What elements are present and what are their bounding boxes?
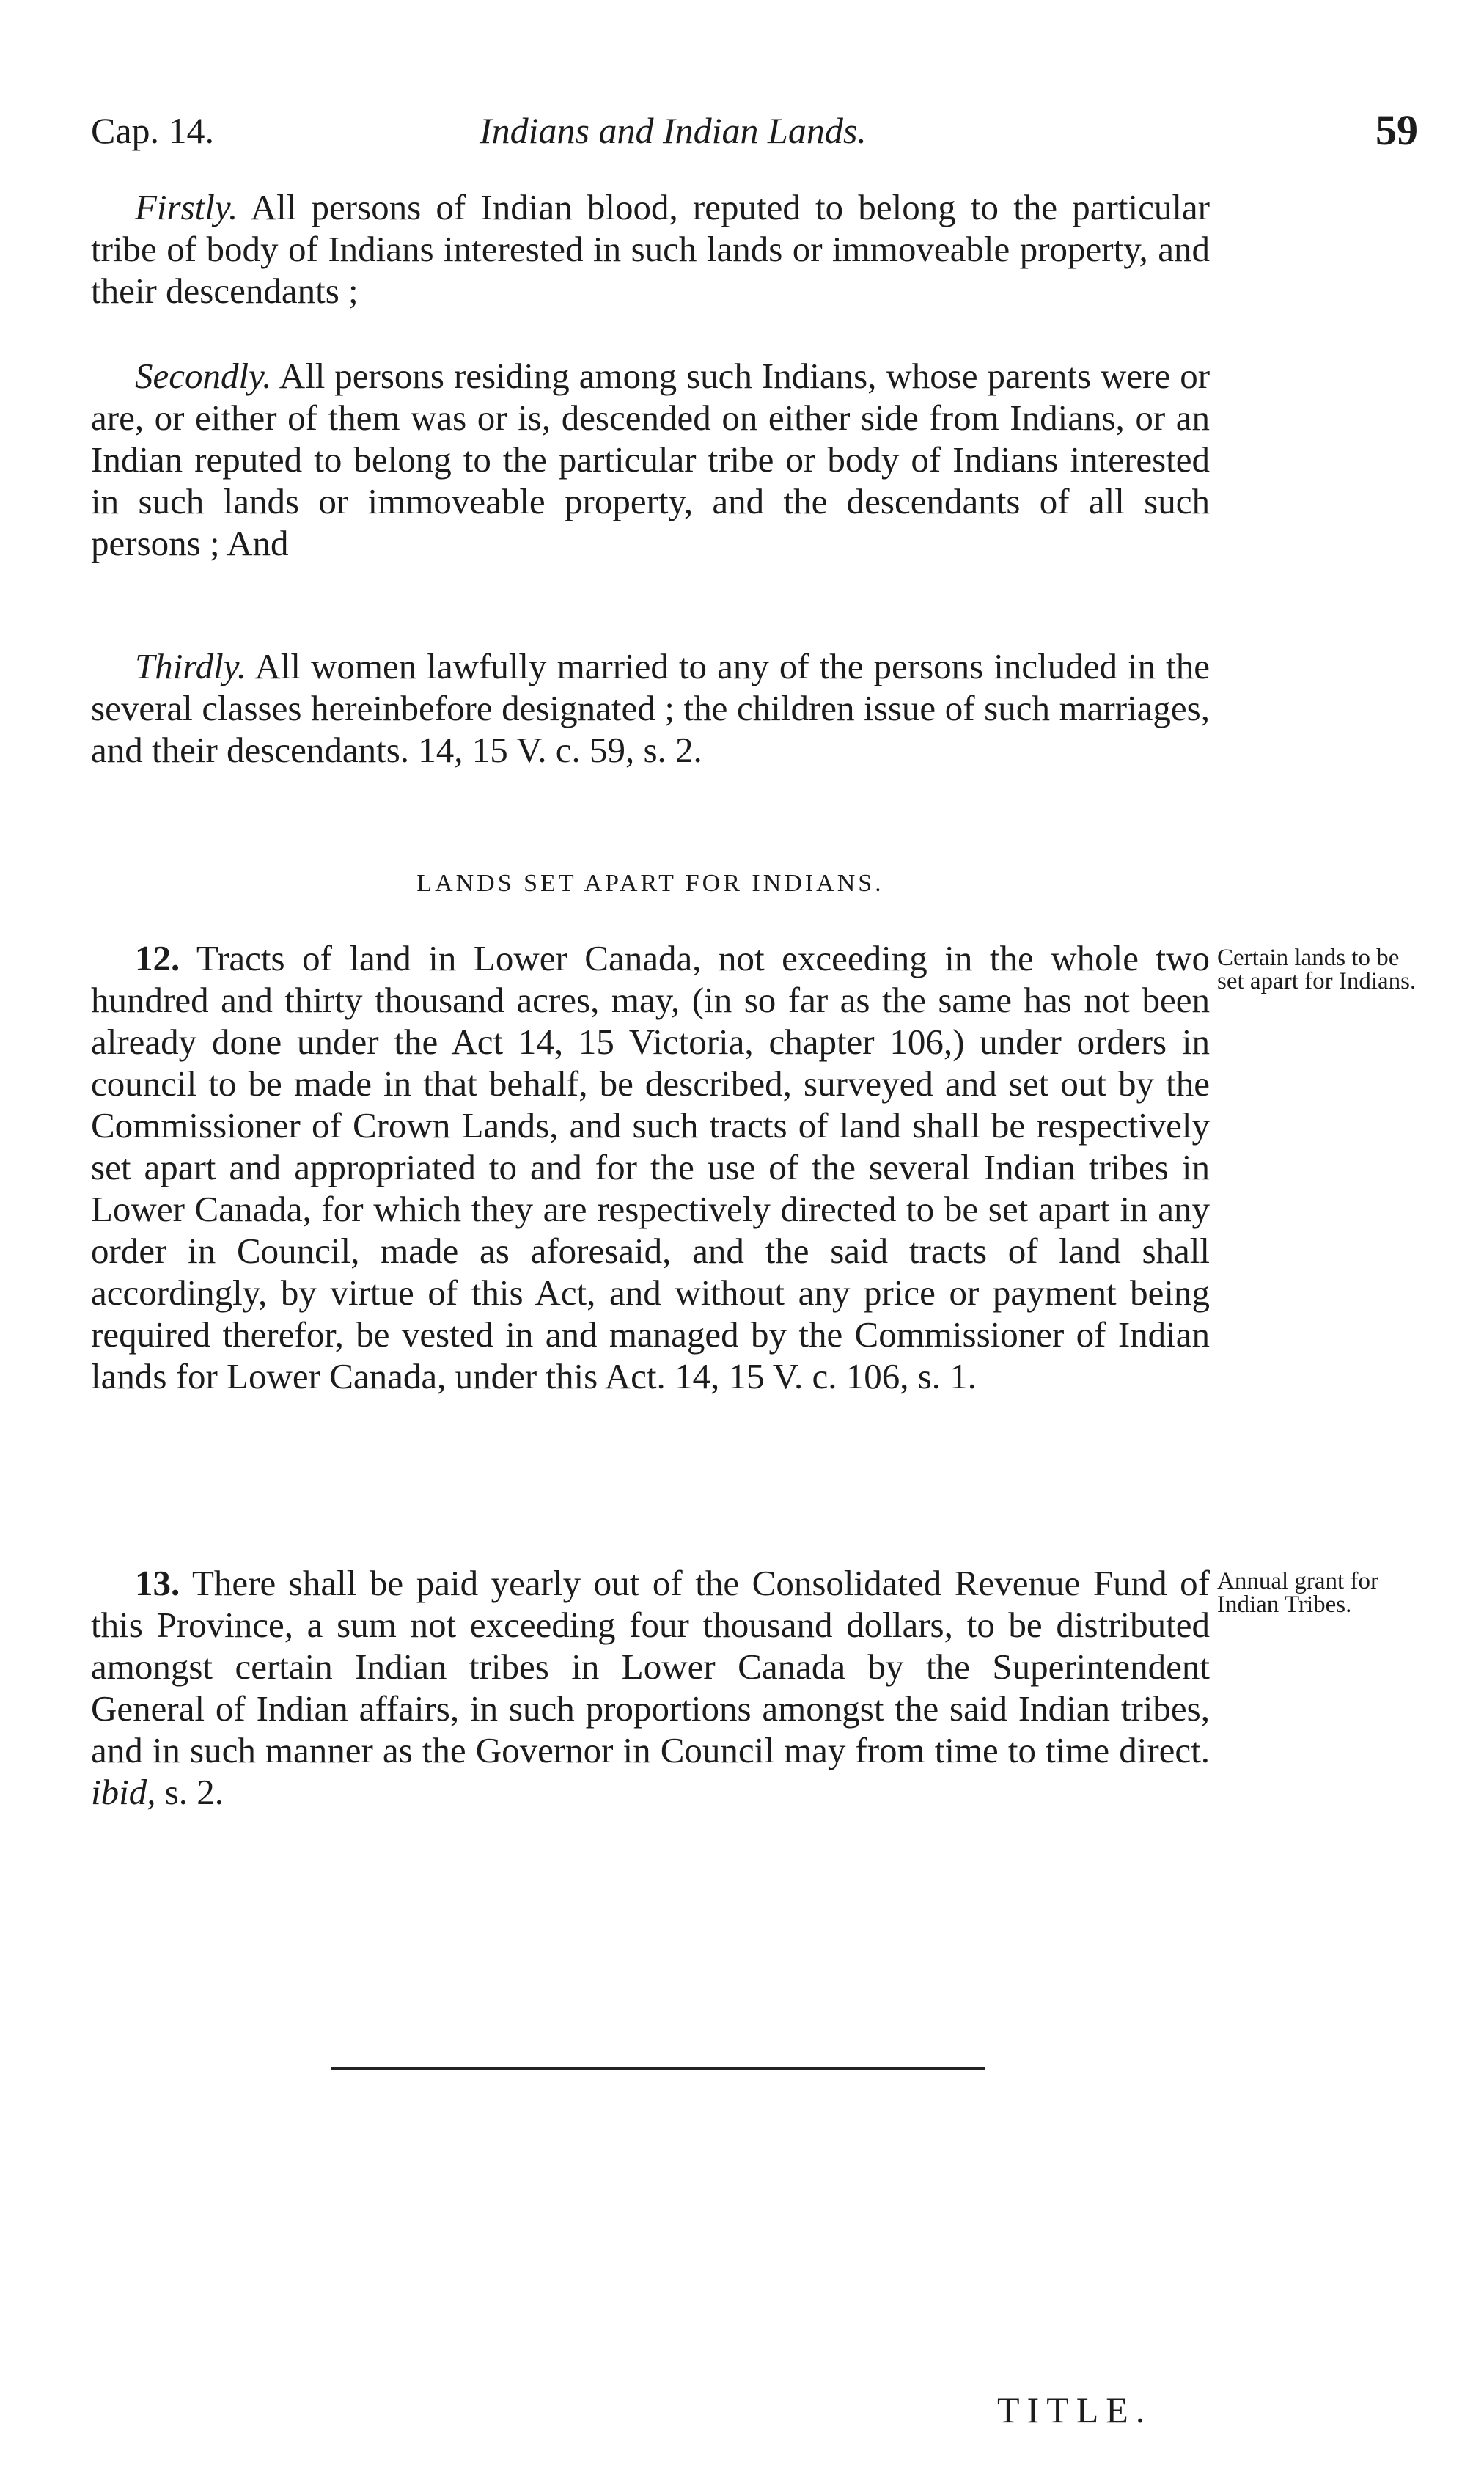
marginal-note-13: Annual grant for Indian Tribes. xyxy=(1217,1568,1378,1618)
paragraph-lead: Secondly. xyxy=(135,356,272,396)
paragraph-text: All women lawfully married to any of the persons included in the several classes hereinbefore designated ; the children issue of such marriages, and their descendants. 14, 15 V. c. 59, s. 2. xyxy=(91,646,1211,770)
paragraph-secondly xyxy=(91,355,1210,564)
section-number: 13. xyxy=(135,1563,180,1603)
paragraph-lead: Thirdly. xyxy=(135,646,247,686)
section-number: 12. xyxy=(135,938,180,978)
citation-ibid: ibid, xyxy=(91,1772,156,1812)
catchword: TITLE. xyxy=(997,2389,1153,2430)
page-number: 59 xyxy=(1375,106,1418,154)
marginal-note-12: Certain lands to be set apart for Indians. xyxy=(1217,945,1417,994)
citation-section: s. 2. xyxy=(164,1772,224,1812)
section-12 xyxy=(91,937,1210,1397)
section-text: There shall be paid yearly out of the Consolidated Revenue Fund of this Province, a sum not exceeding four thousand dollars, to be distributed amongst certain Indian tribes in Lower Canada by the Superintendent General of Indian affairs, in such proportions amongst the said Indian tribes, and in such manner as the Governor in Council may from time to time direct. xyxy=(91,1563,1210,1770)
section-heading: LANDS SET APART FOR INDIANS. xyxy=(416,870,884,897)
paragraph-firstly xyxy=(91,186,1210,312)
chapter-reference: Cap. 14. xyxy=(91,110,215,151)
section-text: Tracts of land in Lower Canada, not exceeding in the whole two hundred and thirty thousand acres, may, (in so far as the same has not been already done under the Act 14, 15 Victoria, chapter 106,) under orders in council to be made in that behalf, be described, surveyed and set out by the Commissioner of Crown Lands, and such tracts of land shall be respectively set apart and appropriated to and for the use of the several Indian tribes in Lower Canada, for which they are respectively directed to be set apart in any order in Council, made as aforesaid, and the said tracts of land shall accordingly, by virtue of this Act, and without any price or payment being required therefor, be vested in and managed by the Commissioner of Indian lands for Lower Canada, under this Act. 14, 15 V. c. 106, s. 1. xyxy=(91,938,1210,1396)
running-title: Indians and Indian Lands. xyxy=(480,110,867,151)
paragraph-text: All persons of Indian blood, reputed to belong to the particular tribe of body of Indians interested in such lands or immoveable property, and their descendants ; xyxy=(91,187,1211,311)
section-13 xyxy=(91,1562,1210,1813)
horizontal-rule xyxy=(331,2067,985,2070)
paragraph-thirdly xyxy=(91,645,1210,771)
paragraph-text: All persons residing among such Indians, whose parents were or are, or either of them was or is, descended on either side from Indians, or an Indian reputed to belong to the particular tribe or body of Indians interested in such lands or immoveable property, and the descendants of all such persons ; And xyxy=(91,356,1211,563)
page-header xyxy=(91,101,1418,160)
paragraph-lead: Firstly. xyxy=(135,187,238,227)
